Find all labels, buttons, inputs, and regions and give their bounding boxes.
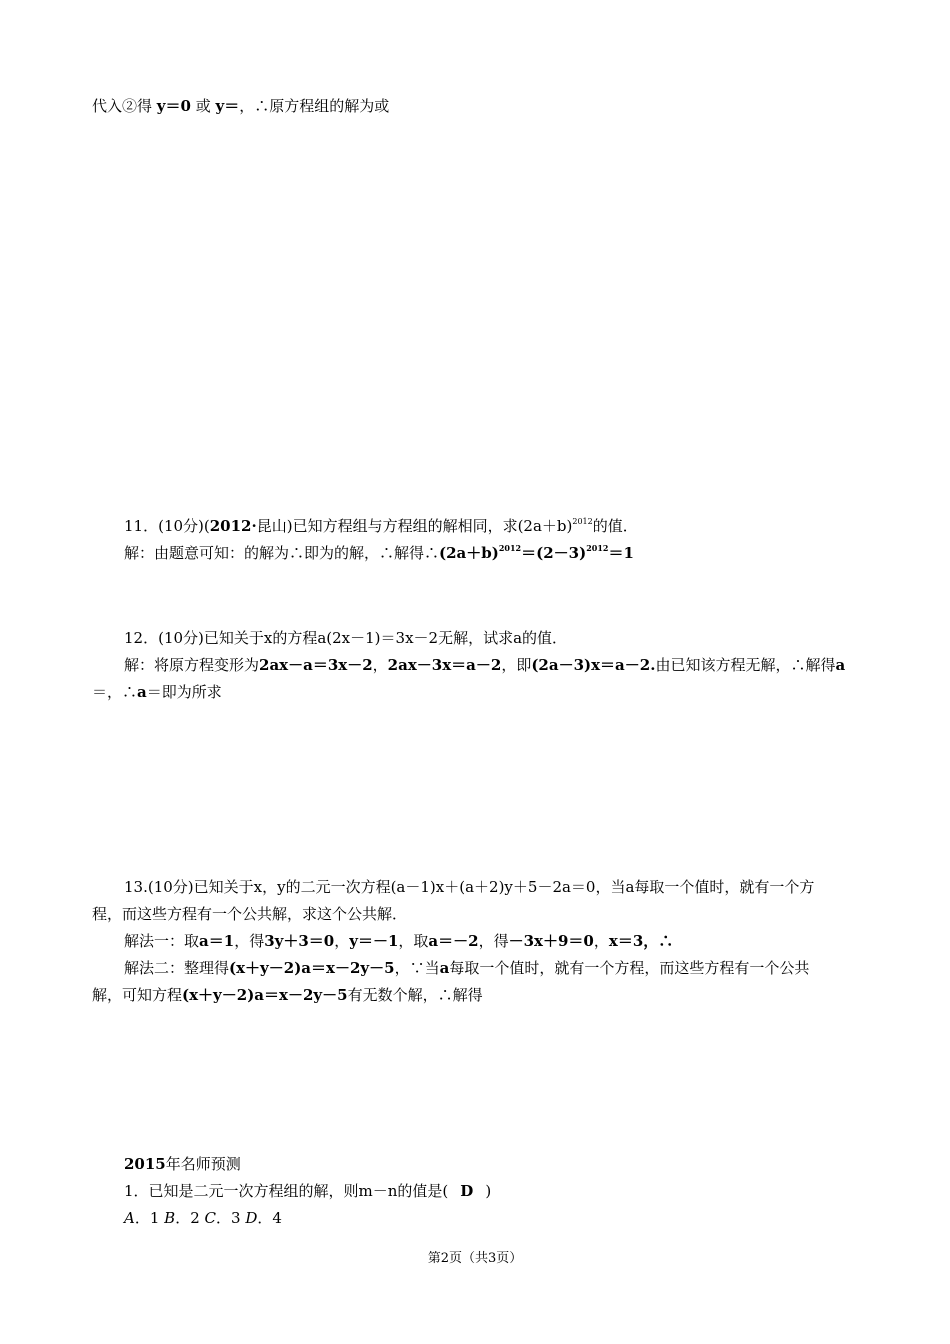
q13-eq: a＝－2 (428, 932, 479, 950)
option-c-value: ．3 (216, 1209, 241, 1227)
q12-stem-text: 12．(10分)已知关于x的方程a(2x－1)＝3x－2无解，试求a的值． (124, 629, 568, 647)
q13-eq: (x＋y－2)a＝x－2y－5 (229, 959, 395, 977)
q11-expr2: ＝(2－3) (521, 544, 587, 562)
q12-var-a: a (137, 683, 147, 701)
q13-text: ， (334, 932, 350, 950)
q13-text: ，得 (234, 932, 265, 950)
q12-text: 由已知该方程无解，∴解得 (655, 656, 836, 674)
q11-tail: 的值． (592, 517, 638, 535)
solution-line-top (92, 95, 862, 117)
question-13-stem-line1 (124, 876, 862, 898)
prediction-q1-answer: D (460, 1182, 474, 1200)
q13-text: 解法二：整理得 (124, 959, 230, 977)
q13-eq: －3x＋9＝0 (508, 932, 594, 950)
option-a-value: ．1 (134, 1209, 160, 1227)
q12-text: ， (372, 656, 388, 674)
question-12-solution-line1 (124, 654, 862, 676)
option-b-label: B (164, 1209, 176, 1227)
q13-text: 解，可知方程 (92, 986, 183, 1004)
prediction-q1-text: 1．已知是二元一次方程组的解，则m－n的值是( (124, 1182, 449, 1200)
q12-text: 解：将原方程变形为 (124, 656, 260, 674)
equation-y: y＝ (215, 97, 240, 115)
q13-eq: 3y＋3＝0 (264, 932, 335, 950)
question-13-stem-line2 (92, 903, 862, 925)
question-13-method2-line2 (92, 984, 862, 1006)
option-a-label: A (124, 1209, 135, 1227)
q11-exp1: 2012 (498, 543, 522, 553)
q12-eq2: 2ax－3x＝a－2 (387, 656, 502, 674)
q13-text: ，得 (478, 932, 509, 950)
q13-eq: a＝1 (199, 932, 235, 950)
q13-text: ，∵当 (394, 959, 440, 977)
q11-source: 2012· (209, 517, 257, 535)
q13-var-a: a (439, 959, 450, 977)
prediction-options (124, 1207, 862, 1229)
q13-text: 每取一个值时，就有一个方程，而这些方程有一个公共 (449, 959, 810, 977)
q13-eq: x＝3 (608, 932, 644, 950)
q12-text: ＝，∴ (92, 683, 138, 701)
q12-text: ，即 (501, 656, 532, 674)
q12-var-a: a (835, 656, 846, 674)
q11-exponent: 2012 (572, 517, 593, 526)
option-d-value: ．4 (257, 1209, 282, 1227)
q13-eq: y＝－1 (349, 932, 399, 950)
q11-lead: 11．(10分)( (124, 517, 210, 535)
question-13-method1 (124, 930, 862, 952)
q13-text: 有无数个解，∴解得 (347, 986, 483, 1004)
option-c-label: C (204, 1209, 217, 1227)
question-11-solution (124, 542, 862, 564)
question-13-method2-line1 (124, 957, 862, 979)
q13-text: 解法一：取 (124, 932, 200, 950)
q11-text: 昆山)已知方程组与方程组的解相同，求(2a＋b) (256, 517, 573, 535)
q13-stem-text: 程，而这些方程有一个公共解，求这个公共解． (92, 905, 408, 923)
text-span: 代入②得 (92, 97, 153, 115)
q11-solution-text: 解：由题意可知：的解为∴即为的解，∴解得∴ (124, 544, 440, 562)
prediction-question-1 (124, 1180, 862, 1202)
prediction-heading (124, 1153, 862, 1175)
q13-text: ， (593, 932, 609, 950)
prediction-q1-close: ) (485, 1182, 492, 1200)
q13-stem-text: 13.(10分)已知关于x，y的二元一次方程(a－1)x＋(a＋2)y＋5－2a＝0，当a每取一个值时，就有一个方 (124, 878, 815, 896)
q13-text: ，∴ (643, 932, 674, 950)
q11-exp2: 2012 (586, 543, 609, 553)
text-span: 或 (195, 97, 211, 115)
q12-eq1: 2ax－a＝3x－2 (259, 656, 373, 674)
q12-text: ＝即为所求 (146, 683, 222, 701)
question-11-stem (124, 515, 862, 537)
question-12-solution-line2 (92, 681, 862, 703)
page-footer: 第2页（共3页） (427, 1251, 523, 1266)
prediction-year: 2015 (124, 1155, 166, 1173)
q13-eq: (x＋y－2)a＝x－2y－5 (182, 986, 348, 1004)
text-span: ，∴原方程组的解为或 (239, 97, 390, 115)
option-b-value: ．2 (175, 1209, 200, 1227)
q11-expr: (2a＋b) (439, 544, 499, 562)
question-12-stem (124, 627, 862, 649)
equation-y0: y＝0 (156, 97, 191, 115)
q13-text: ，取 (398, 932, 429, 950)
q11-result: ＝1 (608, 544, 634, 562)
option-d-label: D (245, 1209, 258, 1227)
q12-eq3: (2a－3)x＝a－2. (531, 656, 656, 674)
prediction-title: 年名师预测 (165, 1155, 241, 1173)
